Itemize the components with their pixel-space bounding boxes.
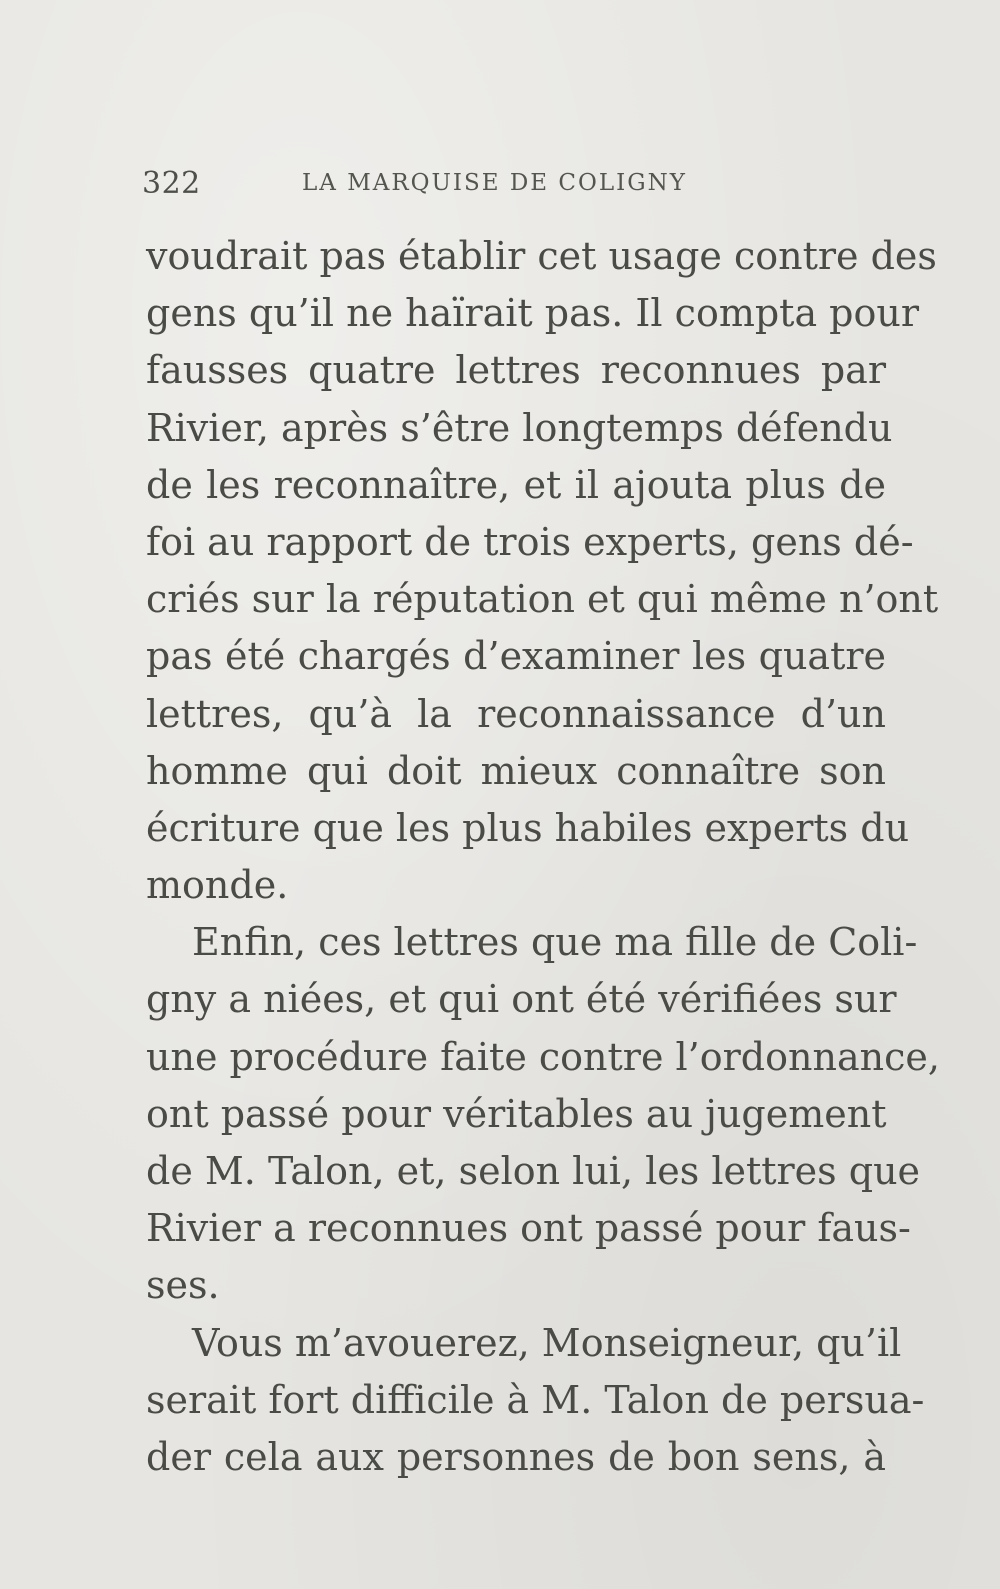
text-line: voudrait pas établir cet usage contre des — [146, 234, 937, 278]
text-line: monde. — [146, 863, 289, 908]
body-text — [146, 228, 940, 1486]
text-line: homme qui doit mieux connaître son — [146, 748, 886, 793]
text-line: ont passé pour véritables au jugement — [146, 1091, 887, 1136]
text-line: lettres, qu’à la reconnaissance d’un — [146, 691, 886, 736]
running-title: LA MARQUISE DE COLIGNY — [302, 170, 687, 196]
text-line: de les reconnaître, et il ajouta plus de — [146, 462, 886, 507]
text-line: pas été chargés d’examiner les quatre — [146, 634, 886, 679]
text-line: criés sur la réputation et qui même n’ont — [146, 577, 939, 622]
text-line: foi au rapport de trois experts, gens dé- — [146, 519, 914, 564]
page-number: 322 — [142, 166, 201, 201]
text-line: écriture que les plus habiles experts du — [146, 805, 910, 850]
text-line: serait fort difficile à M. Talon de persua- — [146, 1377, 925, 1422]
text-line: gny a niées, et qui ont été vérifiées sur — [146, 977, 897, 1022]
text-line: une procédure faite contre l’ordonnance, — [146, 1034, 940, 1079]
text-line: gens qu’il ne haïrait pas. Il compta pour — [146, 291, 920, 336]
text-line: Vous m’avouerez, Monseigneur, qu’il — [192, 1320, 902, 1365]
running-head — [142, 166, 742, 206]
text-line: Rivier a reconnues ont passé pour faus- — [146, 1206, 911, 1251]
text-line: der cela aux personnes de bon sens, à — [146, 1434, 886, 1479]
text-line: Rivier, après s’être longtemps défendu — [146, 405, 893, 450]
text-line: ses. — [146, 1263, 220, 1308]
text-line: fausses quatre lettres reconnues par — [146, 348, 886, 393]
text-line: Enfin, ces lettres que ma fille de Coli- — [192, 920, 918, 965]
text-line: de M. Talon, et, selon lui, les lettres que — [146, 1149, 921, 1193]
